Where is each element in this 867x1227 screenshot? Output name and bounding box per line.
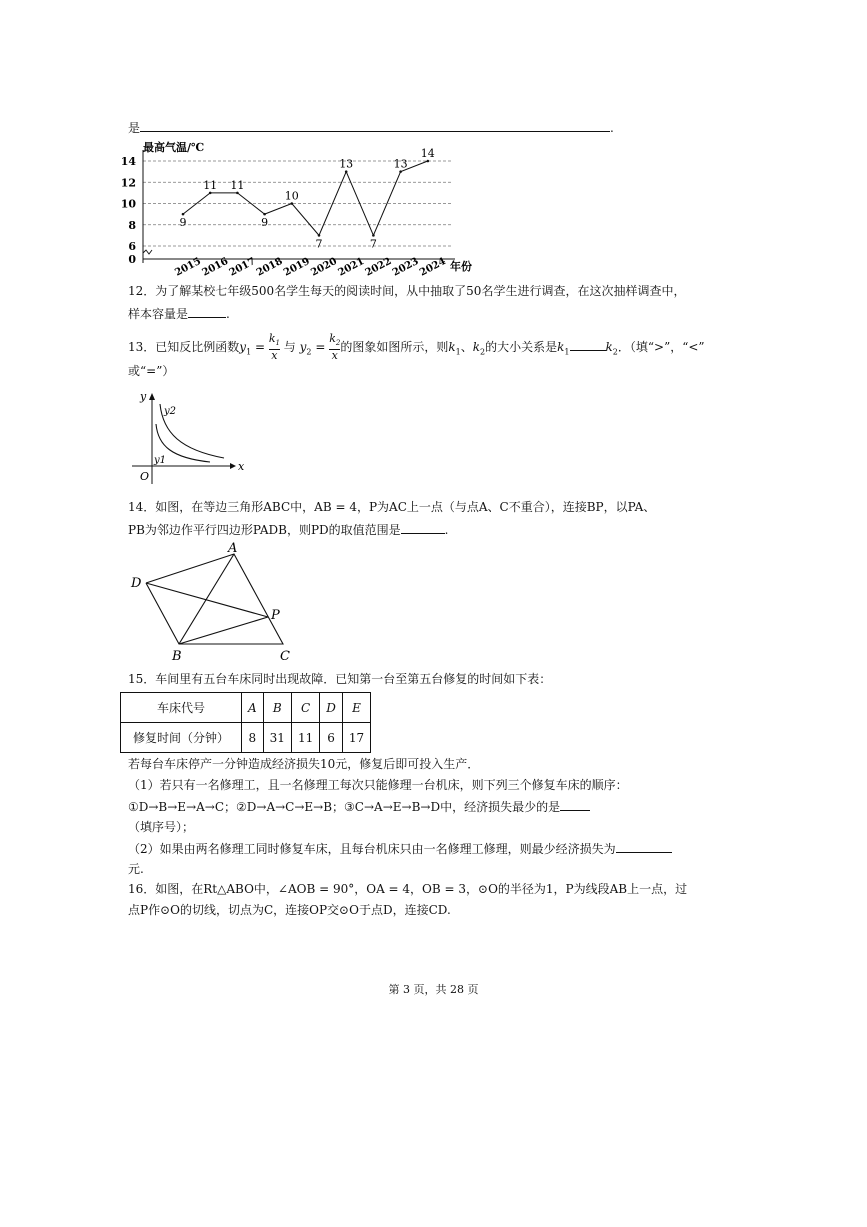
q15-part2-line (128, 840, 672, 857)
q15-part2: （2）如果由两名修理工同时修复车床，且每台机床只由一名修理工修理，则最少经济损失为 (128, 842, 616, 856)
q13-k1-sub: 1 (455, 347, 461, 357)
x-tick-label: 2024 (418, 255, 448, 279)
q15-part1: （1）若只有一名修理工，且一名修理工每次只能修理一台机床，则下列三个修复车床的顺序： (128, 778, 628, 792)
q13-text-3: 的图象如图所示，则 (340, 340, 449, 355)
q13-frac1-num: k (268, 332, 276, 345)
page-footer: 第 3 页，共 28 页 (388, 983, 479, 996)
q15-orders: ①D→B→E→A→C；②D→A→C→E→B；③C→A→E→B→D中，经济损失最少的是 (128, 800, 561, 814)
inverse-proportion-figure (126, 388, 246, 484)
label-C: C (280, 649, 290, 664)
q16-line2: 点P作⊙O的切线，切点为C，连接OP交⊙O于点D，连接CD. (128, 903, 451, 917)
q12-end: . (226, 307, 230, 321)
q13-k2: k (472, 340, 481, 355)
table-time-cell: 11 (291, 723, 319, 753)
y-tick-label: 10 (120, 197, 136, 211)
q13-line1 (128, 333, 705, 363)
data-label: 13 (339, 157, 354, 171)
segment-D-A-C-B-D (146, 554, 283, 644)
q12-text: 样本容量是 (128, 307, 189, 321)
table-row (121, 693, 371, 723)
q13-k1-b: k (557, 340, 565, 355)
data-point (318, 234, 321, 237)
data-label: 9 (179, 216, 187, 230)
table-time-cell: 31 (263, 723, 291, 753)
y-tick-label: 0 (128, 253, 136, 266)
label-B: B (172, 649, 182, 664)
table-code-cell: A (242, 693, 264, 723)
q14-line1: 14．如图，在等边三角形ABC中，AB = 4，P为AC上一点（与点A、C不重合），连接BP，以PA、 (128, 500, 656, 514)
curve-y1-label: y1 (154, 455, 167, 466)
q13-sep: 、 (460, 340, 473, 355)
q13-frac1 (269, 333, 280, 362)
y-tick-label: 6 (128, 240, 136, 253)
q11-end: . (610, 121, 614, 135)
q15-fill: （填序号）； (128, 820, 195, 834)
data-point (372, 234, 375, 237)
q13-line2: 或“=”） (128, 364, 175, 378)
data-label: 10 (284, 189, 299, 203)
data-label: 14 (420, 147, 435, 160)
data-point (209, 192, 212, 195)
table-time-label: 修复时间（分钟） (121, 723, 242, 753)
y-tick-label: 14 (120, 155, 136, 168)
q13-y2-sub: 2 (306, 347, 312, 357)
q11-lead: 是 (128, 121, 141, 135)
label-D: D (131, 576, 142, 591)
q13-text-2: 与 (279, 340, 300, 355)
x-tick-label: 2016 (200, 255, 231, 279)
q12-line2 (128, 305, 230, 322)
q11-blank (140, 119, 610, 132)
q13-frac1-den: x (271, 349, 278, 363)
q15-intro: 15．车间里有五台车床同时出现故障．已知第一台至第五台修复的时间如下表： (128, 672, 552, 686)
q13-k1: k (448, 340, 456, 355)
data-label: 11 (203, 178, 218, 192)
y-tick-label: 8 (128, 218, 136, 232)
x-tick-label: 2022 (363, 255, 394, 279)
q13-text-7: ．（填“>”，“<” (617, 340, 705, 355)
q13-frac2 (329, 333, 340, 362)
data-point (399, 170, 402, 173)
q13-frac2-num: k (329, 332, 336, 345)
data-label: 7 (315, 237, 323, 251)
x-tick-label: 2023 (390, 255, 421, 279)
y-axis-arrow-icon (149, 393, 155, 400)
q14-end: . (444, 523, 449, 537)
x-tick-label: 2021 (336, 255, 367, 279)
q13-k2-sub: 2 (480, 347, 486, 357)
x-axis-label: x (238, 460, 245, 473)
data-label: 9 (261, 216, 269, 230)
q13-blank (570, 338, 606, 351)
segment-BP (179, 617, 268, 644)
table-row (121, 723, 371, 753)
series-line (183, 161, 428, 235)
q13-eq1: = (251, 340, 269, 355)
curve-y2-label: y2 (164, 406, 177, 417)
x-tick-label: 2017 (227, 255, 258, 279)
q11-answer-line (128, 119, 614, 136)
table-time-cell: 17 (342, 723, 370, 753)
x-tick-label: 2015 (173, 255, 203, 279)
origin-label: O (140, 470, 150, 483)
label-A: A (228, 541, 238, 556)
q15-after: 若每台车床停产一分钟造成经济损失10元，修复后即可投入生产． (128, 757, 480, 771)
x-tick-label: 2020 (309, 255, 339, 279)
table-header-label: 车床代号 (121, 693, 242, 723)
q13-y1-sub: 1 (246, 347, 252, 357)
x-tick-label: 2018 (254, 255, 285, 279)
q13-k2-b: k (605, 340, 613, 355)
q13-text-1: 13．已知反比例函数 (128, 340, 240, 355)
q13-k1-b-sub: 1 (564, 347, 570, 357)
x-axis-arrow-icon (230, 463, 236, 469)
q15-blank-1 (560, 798, 590, 811)
table-time-cell: 6 (320, 723, 343, 753)
q13-y2: y (299, 340, 307, 355)
data-point (236, 192, 239, 195)
segment-DP (146, 583, 268, 617)
data-point (291, 202, 294, 205)
q14-blank (401, 521, 445, 534)
segment-AB (179, 554, 234, 644)
q13-frac2-den: x (331, 349, 338, 363)
y-tick-label: 12 (120, 176, 136, 190)
q14-text: PB为邻边作平行四边形PADB，则PD的取值范围是 (128, 523, 401, 537)
chart-xlabel: 年份 (450, 260, 472, 273)
q13-frac1-num-sub: 1 (275, 339, 280, 348)
data-point (427, 160, 430, 163)
q15-unit: 元. (128, 862, 144, 876)
temperature-line-chart (120, 136, 485, 280)
q12-line1: 12．为了解某校七年级500名学生每天的阅读时间，从中抽取了50名学生进行调查，在这次抽样调查中， (128, 284, 686, 298)
q13-text-4: 的大小关系是 (485, 340, 558, 355)
data-point (263, 213, 266, 216)
x-tick-label: 2019 (282, 255, 312, 279)
data-point (345, 170, 348, 173)
q13-frac2-num-sub: 2 (335, 339, 341, 348)
table-code-cell: E (342, 693, 370, 723)
table-code-cell: B (263, 693, 291, 723)
q13-eq2: = (311, 340, 330, 355)
q16-line1: 16．如图，在Rt△ABO中，∠AOB = 90°，OA = 4，OB = 3，⊙O的半径为1，P为线段AB上一点，过 (128, 882, 688, 896)
table-code-cell: C (291, 693, 319, 723)
label-P: P (271, 608, 280, 623)
q15-orders-line (128, 798, 590, 815)
data-label: 11 (230, 178, 245, 192)
q14-line2 (128, 521, 449, 538)
data-label: 13 (393, 157, 408, 171)
data-label: 7 (369, 237, 377, 251)
data-point (182, 213, 185, 216)
repair-time-table (120, 692, 371, 753)
q12-blank (188, 305, 226, 318)
q13-y1: y (239, 340, 247, 355)
y-axis-label: y (140, 390, 147, 403)
table-code-cell: D (320, 693, 343, 723)
q15-blank-2 (616, 840, 672, 853)
table-time-cell: 8 (242, 723, 264, 753)
chart-ylabel: 最高气温/℃ (143, 141, 205, 154)
parallelogram-figure (126, 540, 306, 666)
q13-k2-b-sub: 2 (612, 347, 618, 357)
axis-break-icon (143, 250, 152, 254)
